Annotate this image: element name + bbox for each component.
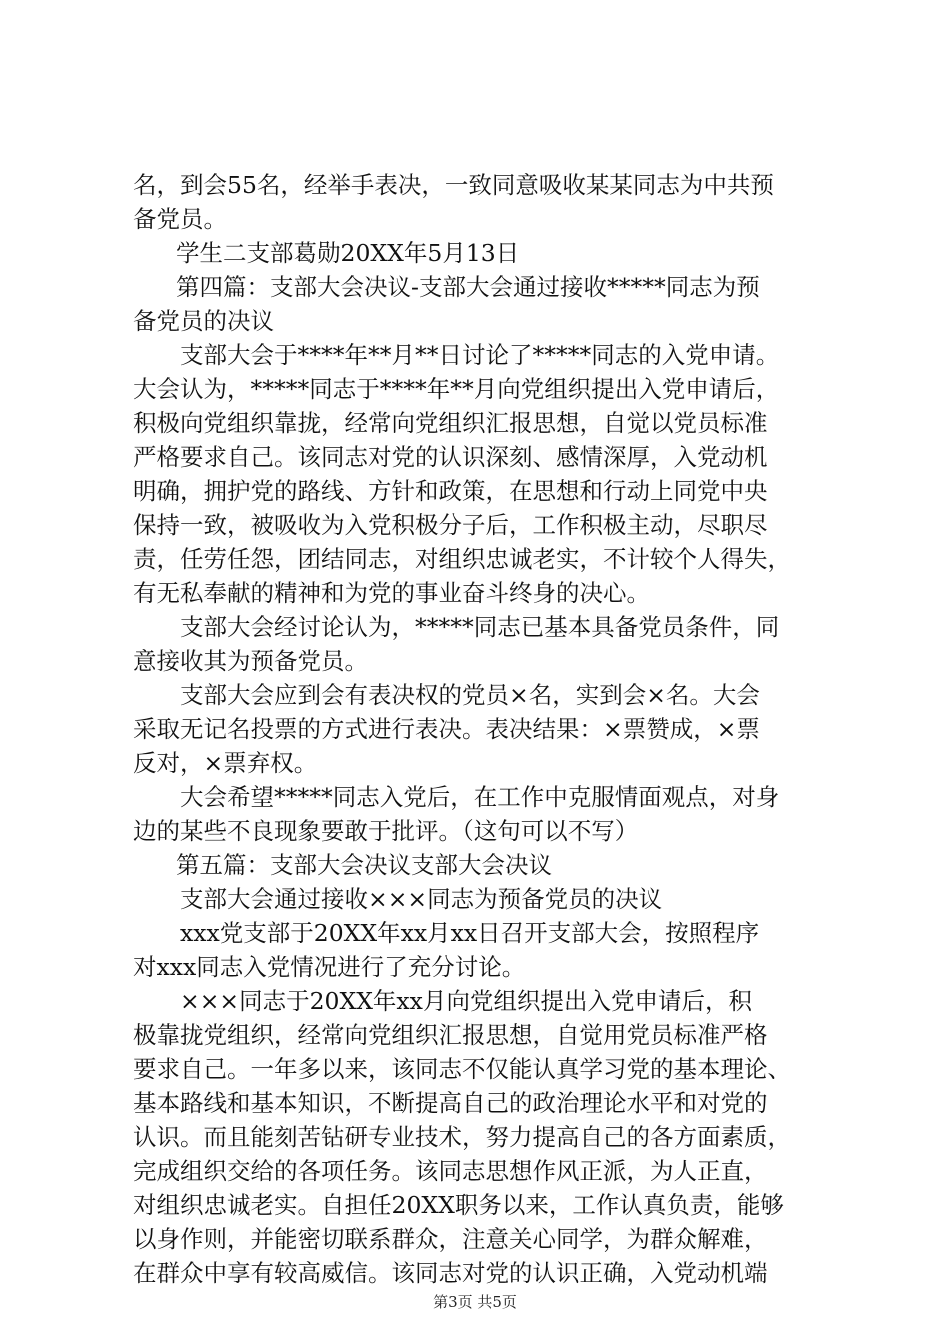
text-line: 责，任劳任怨，团结同志，对组织忠诚老实，不计较个人得失， [133,545,791,573]
text-line: 大会认为，*****同志于****年**月向党组织提出入党申请后， [133,375,780,403]
text-line: 支部大会通过接收×××同志为预备党员的决议 [180,885,663,913]
text-line: 备党员。 [133,205,227,233]
page-number: 第3页 共5页 [433,1293,517,1311]
text-line: 名，到会55名，经举手表决，一致同意吸收某某同志为中共预 [133,171,774,199]
text-line: 反对，×票弃权。 [133,749,318,777]
text-line: 完成组织交给的各项任务。该同志思想作风正派，为人正直， [133,1157,768,1185]
text-line: 对xxx同志入党情况进行了充分讨论。 [133,953,526,981]
text-line: 采取无记名投票的方式进行表决。表决结果：×票赞成，×票 [133,715,760,743]
text-line: xxx党支部于20XX年xx月xx日召开支部大会，按照程序 [180,919,760,947]
text-line: 在群众中享有较高威信。该同志对党的认识正确，入党动机端 [133,1259,768,1287]
text-line: 严格要求自己。该同志对党的认识深刻、感情深厚，入党动机 [133,443,768,471]
section-heading-continued: 备党员的决议 [133,307,274,335]
text-line: 边的某些不良现象要敢于批评。（这句可以不写） [133,817,639,845]
text-line: 以身作则，并能密切联系群众，注意关心同学，为群众解难， [133,1225,768,1253]
section-heading: 第五篇：支部大会决议支部大会决议 [176,851,552,879]
text-line: 明确，拥护党的路线、方针和政策，在思想和行动上同党中央 [133,477,768,505]
text-line: 对组织忠诚老实。自担任20XX职务以来，工作认真负责，能够 [133,1191,784,1219]
text-line: 学生二支部葛勋20XX年5月13日 [176,239,520,267]
section-heading: 第四篇：支部大会决议-支部大会通过接收*****同志为预 [176,273,760,301]
text-line: 认识。而且能刻苦钻研专业技术，努力提高自己的各方面素质， [133,1123,791,1151]
text-line: 大会希望*****同志入党后，在工作中克服情面观点，对身 [180,783,780,811]
text-line: 极靠拢党组织，经常向党组织汇报思想，自觉用党员标准严格 [133,1021,768,1049]
text-line: 保持一致，被吸收为入党积极分子后，工作积极主动，尽职尽 [133,511,768,539]
text-line: 支部大会经讨论认为，*****同志已基本具备党员条件，同 [180,613,780,641]
text-line: 有无私奉献的精神和为党的事业奋斗终身的决心。 [133,579,650,607]
text-line: 支部大会于****年**月**日讨论了*****同志的入党申请。 [180,341,780,369]
text-line: 意接收其为预备党员。 [133,647,368,675]
text-line: ×××同志于20XX年xx月向党组织提出入党申请后，积 [180,987,752,1015]
text-line: 支部大会应到会有表决权的党员×名，实到会×名。大会 [180,681,760,709]
text-line: 积极向党组织靠拢，经常向党组织汇报思想，自觉以党员标准 [133,409,768,437]
text-line: 要求自己。一年多以来，该同志不仅能认真学习党的基本理论、 [133,1055,791,1083]
text-line: 基本路线和基本知识，不断提高自己的政治理论水平和对党的 [133,1089,768,1117]
